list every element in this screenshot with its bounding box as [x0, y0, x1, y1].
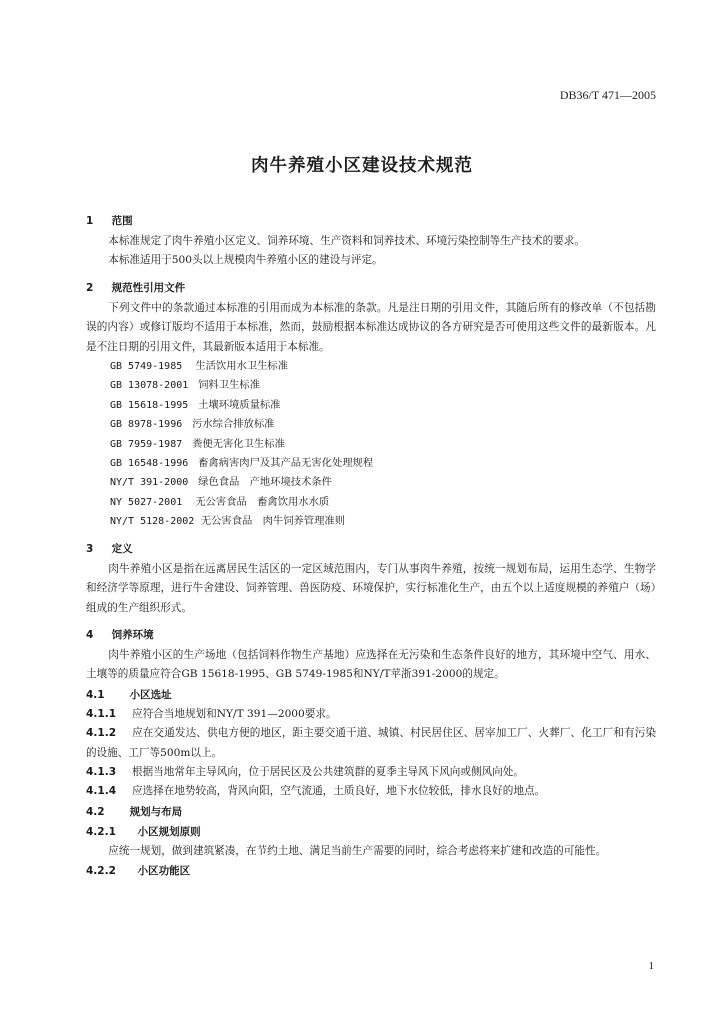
- clause-text: 应在交通发达、供电方便的地区，距主要交通干道、城镇、村民居住区、居宰加工厂、火葬厂、化工厂和有污染的设施、工厂等500m以上。: [86, 727, 656, 759]
- reference-name: 无公害食品 肉牛饲养管理准则: [200, 515, 345, 528]
- clause-number: 4.1.3: [86, 765, 117, 778]
- reference-code: GB 5749-1985: [110, 361, 183, 373]
- reference-item: [86, 454, 656, 473]
- section-2-paragraph-1: 下列文件中的条款通过本标准的引用而成为本标准的条款。凡是注日期的引用文件，其随后所有的修改单（不包括勘误的内容）或修订版均不适用于本标准，然而，鼓励根据本标准达成协议的各方研究是否可使用这些文件的最新版本。凡是不注日期的引用文件，其最新版本适用于本标准。: [86, 301, 656, 353]
- reference-item: [86, 512, 656, 531]
- clause-number: 4.1.1: [86, 707, 117, 720]
- subsection-number: 4.2.1: [86, 825, 116, 838]
- clause-number: 4.1.4: [86, 785, 117, 798]
- normative-reference-list: [86, 357, 656, 532]
- document-body: [86, 208, 656, 881]
- standard-code: DB36/T 471—2005: [559, 88, 656, 102]
- subsection-4-1-heading: [86, 685, 656, 705]
- reference-code: NY/T 391-2000: [110, 477, 189, 489]
- section-title: 定义: [111, 542, 133, 555]
- reference-code: GB 13078-2001: [110, 380, 189, 392]
- reference-item: [86, 473, 656, 492]
- reference-name: 生活饮用水卫生标准: [195, 360, 289, 373]
- subsection-4-2-1-heading: [86, 822, 656, 842]
- document-title: 肉牛养殖小区建设技术规范: [251, 156, 473, 176]
- page-number: 1: [648, 960, 654, 972]
- reference-code: NY/T 5128-2002: [110, 516, 195, 528]
- subsection-4-2-1-paragraph: 应统一规划，做到建筑紧凑，在节约土地、满足当前生产需要的同时，综合考虑将来扩建和改造的可能性。: [108, 844, 607, 857]
- subsection-number: 4.2.2: [86, 865, 116, 878]
- subsection-4-2-2-heading: [86, 861, 656, 881]
- reference-name: 粪便无害化卫生标准: [192, 437, 285, 450]
- clause-text: 应符合当地规划和NY/T 391—2000要求。: [132, 707, 337, 720]
- section-1-heading: [86, 210, 656, 232]
- section-1-paragraph-1: 本标准规定了肉牛养殖小区定义、饲养环境、生产资料和饲养技术、环境污染控制等生产技术的要求。: [108, 235, 585, 247]
- subsection-4-2-heading: [86, 802, 656, 822]
- section-3-heading: [86, 538, 656, 560]
- reference-name: 绿色食品 产地环境技术条件: [198, 476, 332, 489]
- section-title: 规范性引用文件: [111, 281, 186, 294]
- reference-code: NY 5027-2001: [110, 496, 183, 508]
- section-4-paragraph-1: 肉牛养殖小区的生产场地（包括饲料作物生产基地）应选择在无污染和生态条件良好的地方，其环境中空气、用水、土壤等的质量应符合GB 15618-1995、GB 5749-1985和NY/T苹浙391-2000的规定。: [86, 648, 656, 681]
- subsection-title: 小区规划原则: [137, 825, 201, 838]
- reference-name: 畜禽病害肉尸及其产品无害化处理规程: [198, 457, 374, 470]
- clause-4-1-1: [86, 705, 656, 724]
- reference-name: 饲料卫生标准: [198, 379, 260, 392]
- section-number: 3: [86, 542, 94, 555]
- section-3-paragraph-1: 肉牛养殖小区是指在远离居民生活区的一定区域范围内，专门从事肉牛养殖，按统一规划布局，运用生态学、生物学和经济学等原理，进行牛舍建设、饲养管理、兽医防疫、环境保护，实行标准化生产，由五个以上适度规模的养殖户（场）组成的生产组织形式。: [86, 562, 656, 614]
- clause-text: 根据当地常年主导风向，位于居民区及公共建筑群的夏季主导风下风向或侧风向处。: [132, 765, 524, 778]
- reference-code: GB 16548-1996: [110, 458, 189, 470]
- reference-item: [86, 415, 656, 434]
- section-title: 饲养环境: [111, 628, 154, 641]
- section-number: 4: [86, 628, 94, 641]
- reference-name: 污水综合排放标准: [192, 418, 275, 431]
- reference-code: GB 7959-1987: [110, 438, 183, 450]
- subsection-title: 小区功能区: [137, 865, 191, 878]
- reference-name: 无公害食品 畜禽饮用水水质: [195, 495, 330, 508]
- reference-code: GB 8978-1996: [110, 419, 183, 431]
- reference-item: [86, 493, 656, 512]
- section-2-heading: [86, 277, 656, 299]
- reference-name: 土壤环境质量标准: [198, 398, 281, 411]
- subsection-title: 小区选址: [129, 688, 172, 701]
- reference-code: GB 15618-1995: [110, 399, 189, 411]
- clause-4-1-3: [86, 763, 656, 782]
- clause-text: 应选择在地势较高，背风向阳，空气流通，土质良好，地下水位较低，排水良好的地点。: [132, 785, 546, 798]
- clause-4-1-2: [86, 724, 656, 763]
- reference-item: [86, 396, 656, 415]
- clause-number: 4.1.2: [86, 727, 117, 740]
- section-1-paragraph-2: 本标准适用于500头以上规模肉牛养殖小区的建设与评定。: [108, 254, 383, 267]
- subsection-number: 4.1: [86, 688, 105, 701]
- section-number: 2: [86, 281, 94, 294]
- subsection-number: 4.2: [86, 805, 105, 818]
- section-4-heading: [86, 624, 656, 646]
- section-number: 1: [86, 215, 94, 227]
- reference-item: [86, 376, 656, 395]
- clause-4-1-4: [86, 782, 656, 801]
- reference-item: [86, 357, 656, 376]
- section-title: 范围: [111, 215, 133, 227]
- reference-item: [86, 435, 656, 454]
- subsection-title: 规划与布局: [129, 805, 183, 818]
